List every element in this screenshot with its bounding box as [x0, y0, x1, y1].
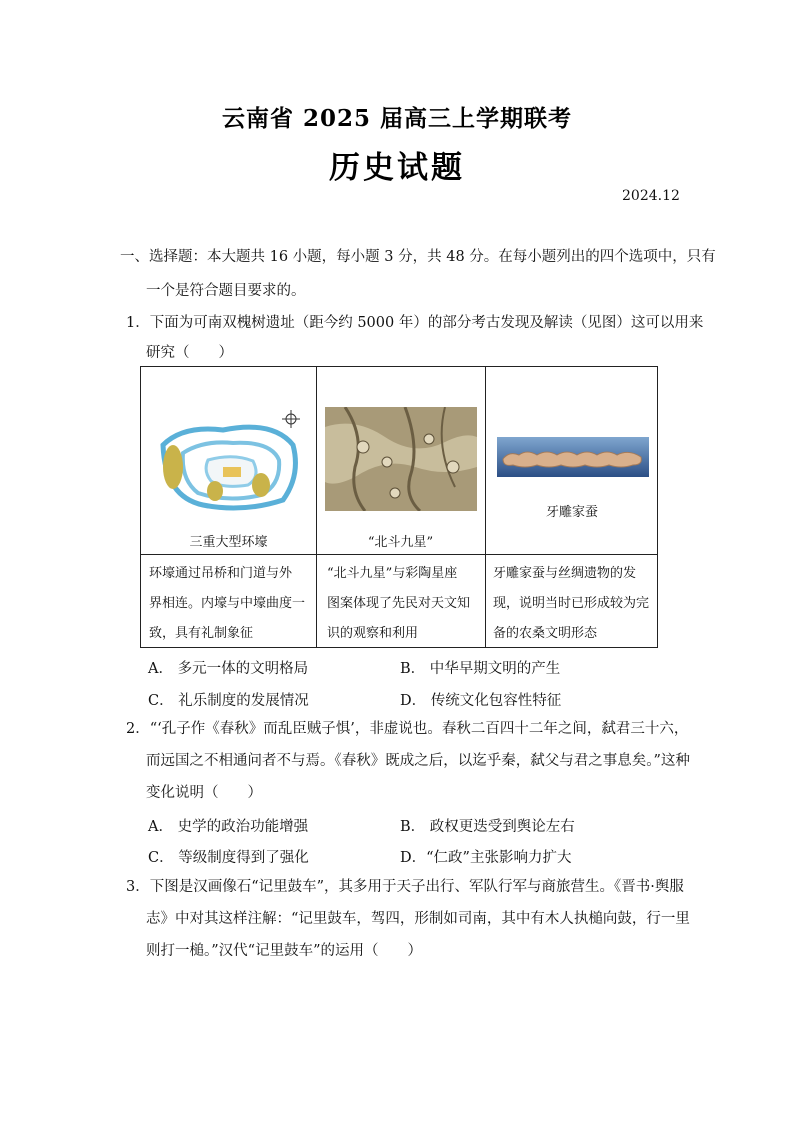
cell-3-line-2: 现，说明当时已形成较为完 [493, 596, 650, 611]
cell-1-line-2: 界相连。内壕与中壕曲度一 [149, 596, 306, 611]
q1-stem-line-2: 研究（ ） [146, 345, 233, 361]
q1-option-c[interactable]: C． 礼乐制度的发展情况 [148, 693, 309, 709]
cell-1-line-3: 致，具有礼制象征 [149, 626, 254, 641]
caption-moat: 三重大型环壕 [189, 535, 268, 550]
section-intro-line-2: 一个是符合题目要求的。 [146, 283, 306, 299]
big-dipper-shard-image [325, 407, 477, 511]
cell-2-line-1: “北斗九星”与彩陶星座 [327, 566, 458, 581]
exam-date: 2024.12 [622, 188, 680, 204]
caption-big-dipper: “北斗九星” [367, 535, 434, 550]
q3-stem-line-2: 志》中对其这样注解：“记里鼓车，驾四，形制如司南，其中有木人执槌向鼓，行一里 [146, 911, 690, 927]
q1-option-d[interactable]: D． 传统文化包容性特征 [400, 693, 562, 709]
exam-subject: 历史试题 [329, 150, 465, 186]
ivory-silkworm-image [497, 437, 649, 477]
q1-option-b[interactable]: B． 中华早期文明的产生 [400, 661, 561, 677]
q1-stem-line-1: 1．下面为可南双槐树遗址（距今约 5000 年）的部分考古发现及解读（见图）这可以用来 [126, 315, 704, 331]
q3-stem-line-3: 则打一槌。”汉代“记里鼓车”的运用（ ） [146, 943, 422, 959]
q2-option-a[interactable]: A． 史学的政治功能增强 [148, 819, 309, 835]
q2-option-c[interactable]: C． 等级制度得到了强化 [148, 850, 309, 866]
cell-3-line-1: 牙雕家蚕与丝绸遗物的发 [493, 566, 637, 581]
q2-option-d[interactable]: D．“仁政”主张影响力扩大 [400, 850, 572, 866]
q3-stem-line-1: 3．下图是汉画像石“记里鼓车”，其多用于天子出行、军队行军与商旅营生。《晋书·舆服 [126, 879, 684, 895]
q1-option-a[interactable]: A． 多元一体的文明格局 [148, 661, 309, 677]
cell-3-line-3: 备的农桑文明形态 [493, 626, 598, 641]
q2-stem-line-1: 2．“‘孔子作《春秋》而乱臣贼子惧’，非虚说也。春秋二百四十二年之间，弑君三十六， [126, 721, 689, 737]
q1-figure-table [140, 366, 658, 648]
q2-stem-line-2: 而远国之不相通问者不与焉。《春秋》既成之后，以迄乎秦，弑父与君之事息矣。”这种 [146, 753, 690, 769]
caption-silkworm: 牙雕家蚕 [545, 505, 598, 520]
cell-1-line-1: 环壕通过吊桥和门道与外 [149, 566, 293, 581]
q2-option-b[interactable]: B． 政权更迭受到舆论左右 [400, 819, 575, 835]
site-map-image [153, 405, 303, 515]
q2-stem-line-3: 变化说明（ ） [146, 785, 262, 801]
cell-2-line-3: 识的观察和利用 [327, 626, 419, 641]
section-intro-line-1: 一、选择题：本大题共 16 小题，每小题 3 分，共 48 分。在每小题列出的四个选项中，只有 [120, 249, 716, 265]
exam-title: 云南省 2025 届高三上学期联考 [221, 105, 573, 132]
cell-2-line-2: 图案体现了先民对天文知 [327, 596, 471, 611]
